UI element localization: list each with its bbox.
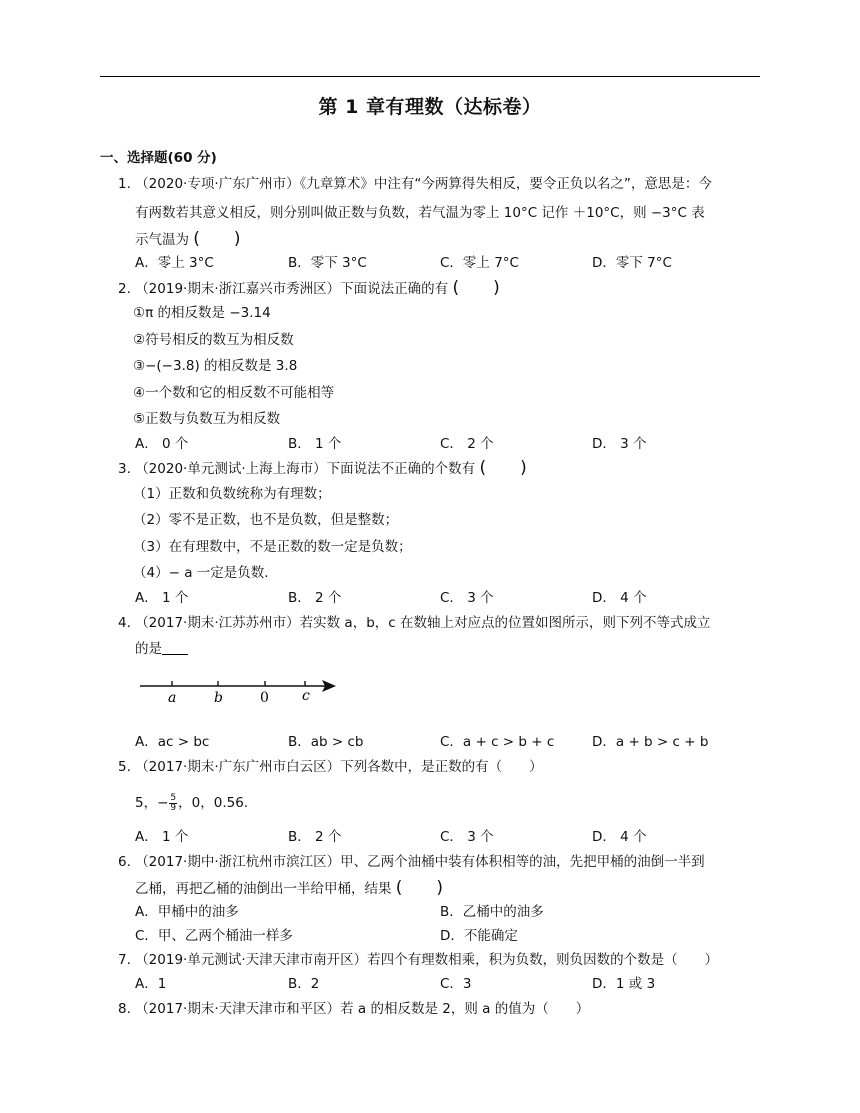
label-a: a xyxy=(168,690,177,706)
statement-item: （1）正数和负数统称为有理数； xyxy=(133,486,331,502)
question-text: （2020·单元测试·上海上海市）下面说法不正确的个数有 xyxy=(135,461,476,477)
question-3-line-1 xyxy=(118,458,527,479)
page-title: 第 1 章有理数（达标卷） xyxy=(318,96,542,118)
option-a: A．零上 3°C xyxy=(135,255,214,271)
statement-item: ⑤正数与负数互为相反数 xyxy=(133,411,281,427)
statement-item: ①π 的相反数是 −3.14 xyxy=(133,305,271,321)
question-8-line-1 xyxy=(118,999,589,1019)
question-text: （2017·期末·广东广州市白云区）下列各数中，是正数的有（ ） xyxy=(135,759,543,775)
option-d: D．不能确定 xyxy=(440,928,518,944)
option-c: C．3 xyxy=(440,976,472,992)
option-b: B．零下 3°C xyxy=(288,255,367,271)
answer-blank xyxy=(162,640,188,655)
question-4-line-2 xyxy=(135,639,188,659)
option-d: D．零下 7°C xyxy=(592,255,672,271)
question-5-numbers xyxy=(135,793,248,813)
statement-item: ②符号相反的数互为相反数 xyxy=(133,332,294,348)
label-b: b xyxy=(214,690,223,706)
question-text: （2019·单元测试·天津天津市南开区）若四个有理数相乘，积为负数，则负因数的个数是（ ） xyxy=(135,952,719,968)
question-6-line-2 xyxy=(135,878,443,899)
question-text: （2017·期末·天津天津市和平区）若 a 的相反数是 2，则 a 的值为（ ） xyxy=(135,1001,590,1017)
question-7-line-1 xyxy=(118,950,718,970)
option-b: B． 2 个 xyxy=(288,590,342,606)
answer-parentheses: ( ) xyxy=(452,278,500,298)
fraction xyxy=(169,794,177,813)
option-c: C． 3 个 xyxy=(440,590,494,606)
option-c: C．零上 7°C xyxy=(440,255,519,271)
question-text: 示气温为 xyxy=(135,232,189,248)
question-6-line-1 xyxy=(118,852,705,872)
question-number: 3. xyxy=(118,461,131,477)
fraction-numerator: 5 xyxy=(170,792,177,803)
number-line-figure xyxy=(138,672,348,712)
option-b: B．ab > cb xyxy=(288,734,364,750)
option-d: D． 3 个 xyxy=(592,436,647,452)
question-text: 乙桶，再把乙桶的油倒出一半给甲桶，结果 xyxy=(135,881,392,897)
option-a: A． 0 个 xyxy=(135,436,189,452)
fraction-denominator: 9 xyxy=(170,802,177,813)
statement-item: ④一个数和它的相反数不可能相等 xyxy=(133,385,335,401)
answer-parentheses: ( ) xyxy=(479,458,527,478)
question-text: （2020·专项·广东广州市）《九章算术》中注有“今两算得失相反，要令正负以名之”，意思是：今 xyxy=(135,176,712,192)
option-c: C．a + c > b + c xyxy=(440,734,555,750)
question-1-line-1 xyxy=(118,174,712,194)
statement-item: （4）− a 一定是负数. xyxy=(133,565,269,581)
statement-item: （2）零不是正数，也不是负数，但是整数； xyxy=(133,512,399,528)
question-2-line-1 xyxy=(118,278,500,299)
section-heading: 一、选择题(60 分) xyxy=(100,150,217,166)
question-number: 8. xyxy=(118,1001,131,1017)
question-number: 4. xyxy=(118,615,131,631)
option-b: B． 2 个 xyxy=(288,829,342,845)
option-a: A． 1 个 xyxy=(135,829,189,845)
option-d: D． 4 个 xyxy=(592,590,647,606)
option-d: D．a + b > c + b xyxy=(592,734,709,750)
question-number: 2. xyxy=(118,281,131,297)
answer-parentheses: ( ) xyxy=(193,229,241,249)
question-5-line-1 xyxy=(118,757,543,777)
question-4-line-1 xyxy=(118,613,710,633)
option-a: A．甲桶中的油多 xyxy=(135,904,239,920)
question-text: （2019·期末·浙江嘉兴市秀洲区）下面说法正确的有 xyxy=(135,281,449,297)
question-1-line-2: 有两数若其意义相反，则分别叫做正数与负数，若气温为零上 10°C 记作 ＋10°C，则 −3°C 表 xyxy=(135,205,705,221)
option-b: B．2 xyxy=(288,976,320,992)
option-c: C． 3 个 xyxy=(440,829,494,845)
answer-parentheses: ( ) xyxy=(395,878,444,898)
header-rule xyxy=(100,76,760,77)
option-c: C． 2 个 xyxy=(440,436,494,452)
option-a: A．1 xyxy=(135,976,167,992)
question-number: 5. xyxy=(118,759,131,775)
option-b: B．乙桶中的油多 xyxy=(440,904,544,920)
number-list-end: ，0，0.56. xyxy=(178,795,249,811)
label-c: c xyxy=(302,688,310,704)
label-zero: 0 xyxy=(260,690,269,706)
statement-item: （3）在有理数中，不是正数的数一定是负数； xyxy=(133,539,412,555)
option-d: D．1 或 3 xyxy=(592,976,656,992)
option-a: A．ac > bc xyxy=(135,734,210,750)
option-d: D． 4 个 xyxy=(592,829,647,845)
question-text: 的是 xyxy=(135,641,162,657)
question-1-line-3 xyxy=(135,229,241,250)
question-number: 7. xyxy=(118,952,131,968)
option-a: A． 1 个 xyxy=(135,590,189,606)
question-text: （2017·期中·浙江杭州市滨江区）甲、乙两个油桶中装有体积相等的油，先把甲桶的油倒一半到 xyxy=(135,854,705,870)
option-c: C．甲、乙两个桶油一样多 xyxy=(135,928,293,944)
question-number: 1. xyxy=(118,176,131,192)
question-text: （2017·期末·江苏苏州市）若实数 a，b，c 在数轴上对应点的位置如图所示，则下列不等式成立 xyxy=(135,615,711,631)
number-list-start: 5，− xyxy=(135,795,169,811)
question-number: 6. xyxy=(118,854,131,870)
statement-item: ③−(−3.8) 的相反数是 3.8 xyxy=(133,358,298,374)
option-b: B． 1 个 xyxy=(288,436,342,452)
